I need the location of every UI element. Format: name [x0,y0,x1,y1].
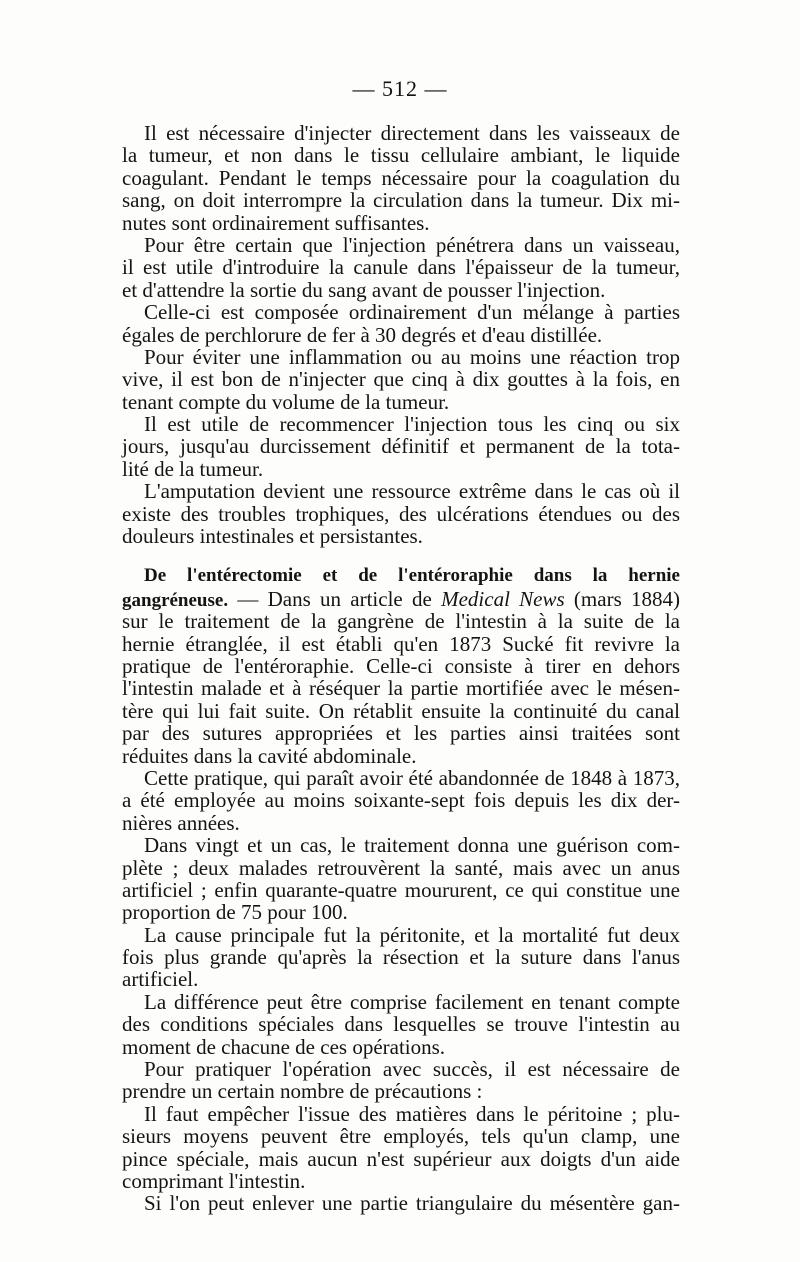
text-line: douleurs intestinales et persistantes. [122,524,423,549]
text-line: tenant compte du volume de la tumeur. [122,389,450,414]
body-text [122,122,680,1215]
text-line: réduites dans la cavité abdominale. [122,743,417,768]
text-line: sur le traitement de la gangrène de l'intestin à la suite de la [122,609,680,634]
text-line: La différence peut être comprise facilement en tenant compte [144,989,680,1014]
text-line: La cause principale fut la péritonite, et la mortalité fut deux [144,922,680,947]
text-line: artificiel. [122,967,199,992]
text-line: moment de chacune de ces opérations. [122,1034,446,1059]
text-line: vive, il est bon de n'injecter que cinq à dix gouttes à la fois, en [122,367,680,392]
section-enterectomy [122,565,680,1214]
text-line: existe des troubles trophiques, des ulcérations étendues ou des [122,501,680,526]
text-line: artificiel ; enfin quarante-quatre moururent, ce qui constitue une [122,877,680,902]
text-line: hernie étranglée, il est établi qu'en 1873 Sucké fit revivre la [122,631,680,656]
section-heading-end: gangréneuse. [122,589,229,611]
section-aneurysm-injection [122,122,680,547]
text-line: Il faut empêcher l'issue des matières dans le péritoine ; plu- [144,1101,680,1126]
text-fragment: — Dans un article de [228,586,442,611]
section-gap [122,547,680,565]
text-line: il est utile d'introduire la canule dans l'épaisseur de la tumeur, [122,255,680,280]
text-line: sieurs moyens peuvent être employés, tels qu'un clamp, une [122,1124,680,1149]
text-line: coagulant. Pendant le temps nécessaire pour la coagulation du [122,165,680,190]
text-line: Celle-ci est composée ordinairement d'un mélange à parties [144,300,680,325]
text-line: nutes sont ordinairement suffisantes. [122,210,430,235]
journal-title: Medical News [441,586,565,611]
text-line: et d'attendre la sortie du sang avant de pousser l'injection. [122,277,606,302]
text-line: jours, jusqu'au durcissement définitif et permanent de la tota- [122,434,680,459]
text-line: Dans vingt et un cas, le traitement donna une guérison com- [144,833,680,858]
text-line: a été employée au moins soixante-sept fois depuis les dix der- [122,788,680,813]
text-line: prendre un certain nombre de précautions : [122,1079,483,1104]
text-line: pince spéciale, mais aucun n'est supérieur aux doigts d'un aide [122,1146,680,1171]
text-line: pratique de l'entéroraphie. Celle-ci consiste à tirer en dehors [122,653,680,678]
section-heading: De l'entérectomie et de l'entéroraphie dans la hernie [144,565,680,587]
text-fragment: (mars 1884) [564,586,680,611]
text-line: plète ; deux malades retrouvèrent la santé, mais avec un anus [122,855,680,880]
text-line: L'amputation devient une ressource extrême dans le cas où il [144,479,680,504]
text-line: proportion de 75 pour 100. [122,900,348,925]
text-line: lité de la tumeur. [122,456,264,481]
text-line: sang, on doit interrompre la circulation dans la tumeur. Dix mi- [122,188,680,213]
text-line: tère qui lui fait suite. On rétablit ensuite la continuité du canal [122,698,680,723]
text-line: par des sutures appropriées et les parties ainsi traitées sont [122,721,680,746]
text-line: Pour pratiquer l'opération avec succès, il est nécessaire de [144,1057,680,1082]
text-line: fois plus grande qu'après la résection et la suture dans l'anus [122,945,680,970]
text-line: Il est utile de recommencer l'injection tous les cinq ou six [144,412,680,437]
text-line: l'intestin malade et à réséquer la partie mortifiée avec le mésen- [122,676,680,701]
text-line: égales de perchlorure de fer à 30 degrés et d'eau distillée. [122,322,603,347]
text-line: Cette pratique, qui paraît avoir été abandonnée de 1848 à 1873, [144,765,680,790]
text-line: des conditions spéciales dans lesquelles se trouve l'intestin au [122,1012,680,1037]
text-line: Il est nécessaire d'injecter directement dans les vaisseaux de [144,121,680,145]
text-line: la tumeur, et non dans le tissu cellulaire ambiant, le liquide [122,143,680,168]
text-line: Pour être certain que l'injection pénétrera dans un vaisseau, [144,232,680,257]
heading-continuation-line [122,588,680,610]
text-line: comprimant l'intestin. [122,1168,306,1193]
text-line: Pour éviter une inflammation ou au moins une réaction trop [144,344,680,369]
text-line: Si l'on peut enlever une partie triangulaire du mésentère gan- [144,1191,680,1216]
text-line: nières années. [122,810,240,835]
page-number: — 512 — [352,76,448,101]
